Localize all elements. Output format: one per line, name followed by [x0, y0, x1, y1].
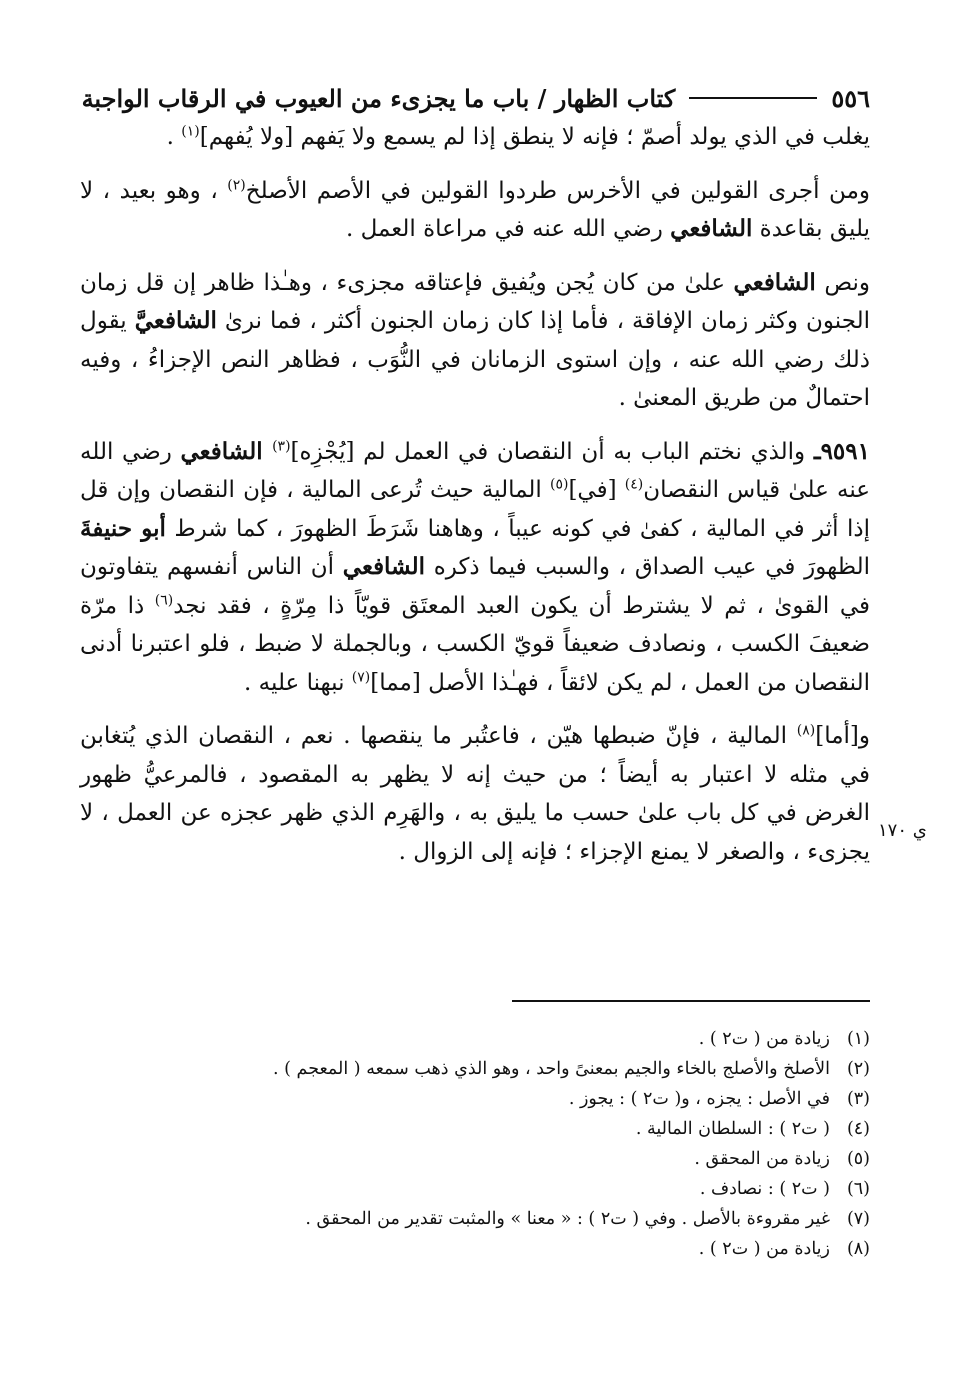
footnote-item	[110, 1234, 870, 1264]
footnote-number: (٣)	[846, 1089, 870, 1109]
paragraph-1: يغلب في الذي يولد أصمّ ؛ فإنه لا ينطق إذا لم يسمع ولا يَفهم [ولا يُفهم]$^{(١)}$ .	[166, 123, 870, 150]
footnote-item	[110, 1144, 870, 1174]
footnote-number: (٨)	[846, 1239, 870, 1259]
footnote-number: (٧)	[846, 1209, 870, 1229]
footnote-number: (٥)	[846, 1149, 870, 1169]
footnote-text: في الأصل : يجزه ، و( ت٢ ) : يجوز .	[568, 1089, 830, 1109]
margin-note: ي ١٧٠	[878, 820, 927, 841]
footnote-number: (١)	[846, 1029, 870, 1049]
name-shafii: الشافعي	[670, 215, 753, 242]
footnote-ref: (٢)	[227, 176, 246, 193]
running-header	[80, 78, 870, 118]
footnote-item	[110, 1174, 870, 1204]
name-shafii: الشافعيَّ	[134, 307, 217, 334]
footnote-number: (٦)	[846, 1179, 870, 1199]
issue-number: ٩٥٩١ـ	[813, 437, 870, 465]
footnote-ref: (٣)	[272, 437, 291, 454]
footnote-item	[110, 1054, 870, 1084]
footnote-text: زيادة من ( ت٢ ) .	[698, 1239, 830, 1259]
footnote-text: الأصلخ والأصلج بالخاء والجيم بمعنىً واحد ، وهو الذي ذهب سمعه ( المعجم ) .	[273, 1059, 830, 1079]
footnote-text: زيادة من ( ت٢ ) .	[698, 1029, 830, 1049]
footnote-ref: (٨)	[796, 722, 816, 739]
paragraph-5: و[أما]$^{(٨)}$ المالية ، فإنّ ضبطها هيّن ، فاعتُبر ما ينقصها . نعم ، النقصان الذي يُتغابن في مثله لا اعتبار به أيضاً ؛ من حيث إنه لا يظهر به المقصود ، فالمرعيُّ ظهور الغرض في كل باب علىٰ حسب ما يليق به ، والهَرِم الذي ظهر عجزه عن العمل ، لا يجزىء ، والصغر لا يمنع الإجزاء ؛ فإنه إلى الزوال .	[80, 722, 870, 865]
footnote-item	[110, 1114, 870, 1144]
footnote-number: (٤)	[846, 1119, 870, 1139]
paragraph-4: ٩٥٩١ـ والذي نختم الباب به أن النقصان في العمل لم [يُجْزِه]$^{(٣)}$ الشافعي رضي الله عنه علىٰ قياس النقصان$^{(٤)}$ [في]$^{(٥)}$ المالية حيث تُرعى المالية ، فإن النقصان وإن قل إذا أثر في المالية ، كفىٰ في كونه عيباً ، وهاهنا شَرَطَ الظهورَ ، كما شرط أبو حنيفةَ الظهورَ في عيب الصداق ، والسبب فيما ذكره الشافعي أن الناس أنفسهم يتفاوتون في القوىٰ ، ثم لا يشترط أن يكون العبد المعتَق قويّاً ذا مِرّةٍ ، فقد نجد$^{(٦)}$ ذا مرّة ضعيفَ الكسب ، ونصادف ضعيفاً قويّ الكسب ، وبالجملة لا ضبط ، فلو اعتبرنا أدنى النقصان من العمل ، لم يكن لائقاً ، فهـٰذا الأصل [مما]$^{(٧)}$ نبهنا عليه .	[80, 437, 871, 696]
name-shafii: الشافعي	[733, 268, 816, 296]
footnote-text: ( ت٢ ) : السلطان المالية .	[635, 1119, 830, 1139]
footnote-number: (٢)	[846, 1059, 870, 1079]
footnotes	[110, 1024, 870, 1264]
name-shafii: الشافعي	[180, 437, 273, 465]
paragraph-3: ونص الشافعي علىٰ من كان يُجن ويُفيق فإعتاقه مجزىء ، وهـٰذا ظاهر إن قل زمان الجنون وكثر زمان الإفاقة ، فأما إذا كان زمان الجنون أكثر ، فما نرىٰ الشافعيَّ يقول ذلك رضي الله عنه ، وإن استوى الزمانان في النُّوَب ، فظاهر النص الإجزاءُ ، وفيه احتمالٌ من طريق المعنىٰ .	[80, 268, 871, 411]
page-number: ٥٥٦	[831, 83, 870, 113]
running-title: كتاب الظهار / باب ما يجزىء من العيوب في الرقاب الواجبة	[81, 83, 676, 113]
footnote-text: زيادة من المحقق .	[694, 1149, 830, 1169]
footnote-item	[110, 1084, 870, 1114]
name-abu-hanifa: أبو حنيفةَ	[80, 514, 166, 542]
footnote-text: غير مقروءة بالأصل . وفي ( ت٢ ) : « معنا » والمثبت تقدير من المحقق .	[305, 1209, 830, 1229]
paragraph-2: ومن أجرى القولين في الأخرس طردوا القولين في الأصم الأصلخ$^{(٢)}$ ، وهو بعيد ، لا يليق بقاعدة الشافعي رضي الله عنه في مراعاة العمل .	[80, 176, 870, 242]
footnote-item	[110, 1024, 870, 1054]
footnote-ref: (٧)	[351, 668, 371, 685]
name-shafii: الشافعي	[342, 553, 425, 580]
footnote-separator	[512, 1000, 870, 1002]
footnote-ref: (٥)	[549, 476, 569, 493]
footnote-text: ( ت٢ ) : نصادف .	[699, 1179, 830, 1199]
footnote-ref: (٦)	[154, 591, 174, 608]
footnote-item	[110, 1204, 870, 1234]
header-rule	[689, 97, 817, 99]
footnote-ref: (٤)	[624, 476, 644, 493]
page-body	[80, 78, 870, 871]
footnote-ref: (١)	[181, 123, 200, 140]
